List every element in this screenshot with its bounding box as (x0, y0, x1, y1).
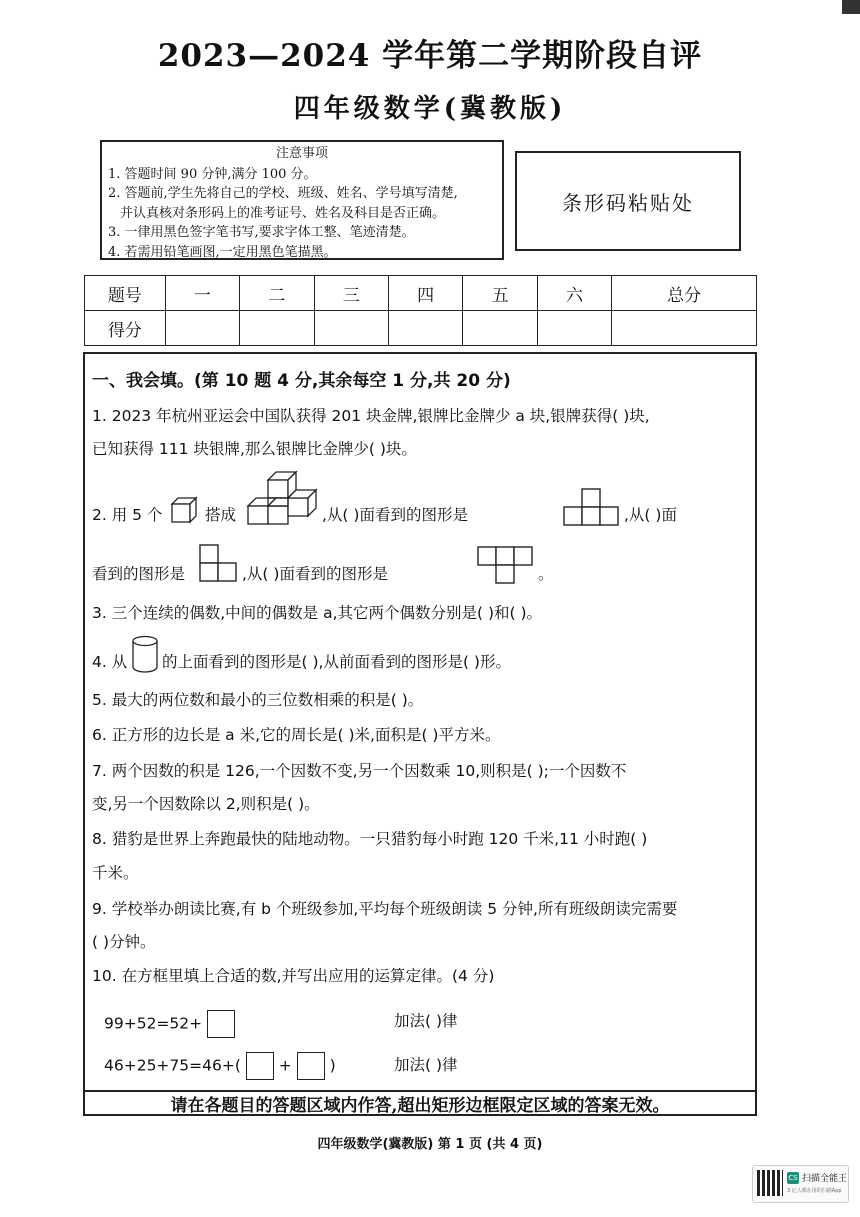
notice-heading: 注意事项 (275, 146, 328, 161)
question-8-line-2: 千米。 (92, 864, 139, 882)
scanner-app-name: 扫描全能王 (802, 1174, 848, 1184)
question-6: 6. 正方形的边长是 a 米,它的周长是( )米,面积是( )平方米。 (92, 726, 501, 744)
score-cell: 总分 (612, 276, 757, 311)
score-cell: 二 (240, 276, 314, 311)
score-input-cell[interactable] (314, 311, 388, 346)
scanner-logo-icon: CS (788, 1174, 798, 1182)
close-paren: ) (329, 1056, 336, 1075)
question-2-part-f: ,从( )面看到的图形是 (242, 565, 388, 583)
question-5: 5. 最大的两位数和最小的三位数相乘的积是( )。 (92, 691, 424, 709)
barcode-label: 条形码粘贴处 (562, 190, 694, 215)
answer-box[interactable] (297, 1052, 325, 1080)
cube-icon (170, 496, 198, 524)
score-input-cell[interactable] (537, 311, 611, 346)
question-2-part-e: 看到的图形是 (92, 565, 186, 583)
score-row-label: 得分 (85, 311, 166, 346)
cylinder-icon (131, 635, 159, 675)
q10-equation-1 (104, 1010, 235, 1038)
exam-title: 2023—2024 学年第二学期阶段自评 (157, 38, 703, 74)
question-1-line-2: 已知获得 111 块银牌,那么银牌比金牌少( )块。 (92, 440, 417, 458)
question-9-line-1: 9. 学校举办朗读比赛,有 b 个班级参加,平均每个班级朗读 5 分钟,所有班级朗读完需要 (92, 900, 678, 918)
qr-code-icon (757, 1170, 783, 1196)
question-2-part-b: 搭成 (205, 506, 237, 524)
answer-box[interactable] (207, 1010, 235, 1038)
q10-law-1: 加法( )律 (394, 1012, 458, 1030)
question-8-line-1: 8. 猎豹是世界上奔跑最快的陆地动物。一只猎豹每小时跑 120 千米,11 小时跑( ) (92, 830, 648, 848)
barcode-area (515, 151, 741, 251)
notice-item: 2. 答题前,学生先将自己的学校、班级、姓名、学号填写清楚, (108, 186, 458, 201)
score-cell: 五 (463, 276, 537, 311)
scanner-app-tagline: 3 亿人都在用的扫描App (787, 1188, 842, 1194)
question-2-part-g: 。 (538, 565, 554, 583)
score-cell: 题号 (85, 276, 166, 311)
q10-equation-1-text: 99+52=52+ (104, 1014, 203, 1033)
q10-equation-2 (104, 1052, 336, 1080)
q10-equation-2-text: 46+25+75=46+( (104, 1056, 241, 1075)
question-9-line-2: ( )分钟。 (92, 933, 156, 951)
scanner-watermark (752, 1165, 849, 1203)
score-input-cell[interactable] (240, 311, 314, 346)
score-input-cell[interactable] (612, 311, 757, 346)
question-10-heading: 10. 在方框里填上合适的数,并写出应用的运算定律。(4 分) (92, 967, 495, 985)
question-2-part-a: 2. 用 5 个 (92, 506, 163, 524)
score-cell: 三 (314, 276, 388, 311)
score-table (84, 275, 757, 346)
score-cell: 六 (537, 276, 611, 311)
section-heading: 一、我会填。(第 10 题 4 分,其余每空 1 分,共 20 分) (92, 371, 511, 391)
question-4-part-b: 的上面看到的图形是( ),从前面看到的图形是( )形。 (162, 653, 511, 671)
answer-box[interactable] (246, 1052, 274, 1080)
question-2-part-d: ,从( )面 (624, 506, 677, 524)
score-input-cell[interactable] (463, 311, 537, 346)
score-table-header-row (85, 276, 757, 311)
notice-item: 并认真核对条形码上的准考证号、姓名及科目是否正确。 (120, 205, 446, 221)
top-view-shape (476, 545, 536, 585)
score-input-cell[interactable] (388, 311, 462, 346)
notice-item: 4. 若需用铅笔画图,一定用黑色笔描黑。 (108, 244, 337, 260)
question-7-line-1: 7. 两个因数的积是 126,一个因数不变,另一个因数乘 10,则积是( );一个因数不 (92, 762, 627, 780)
side-view-shape (198, 543, 240, 585)
score-table-score-row (85, 311, 757, 346)
exam-subtitle: 四年级数学(冀教版) (293, 94, 567, 124)
question-2-part-c: ,从( )面看到的图形是 (322, 506, 468, 524)
question-1-line-1: 1. 2023 年杭州亚运会中国队获得 201 块金牌,银牌比金牌少 a 块,银牌获得( )块, (92, 407, 650, 425)
page-footer: 四年级数学(冀教版) 第 1 页 (共 4 页) (317, 1137, 543, 1152)
question-4-part-a: 4. 从 (92, 653, 128, 671)
question-3: 3. 三个连续的偶数,中间的偶数是 a,其它两个偶数分别是( )和( )。 (92, 604, 543, 622)
score-cell: 一 (165, 276, 239, 311)
front-view-shape (562, 487, 620, 527)
score-input-cell[interactable] (165, 311, 239, 346)
notice-item: 3. 一律用黑色签字笔书写,要求字体工整、笔迹清楚。 (108, 225, 415, 240)
notice-box (100, 140, 504, 260)
answer-area-note: 请在各题目的答题区域内作答,超出矩形边框限定区域的答案无效。 (83, 1090, 757, 1118)
corner-mark (842, 0, 860, 14)
cube-stack-icon (246, 470, 318, 528)
notice-item: 1. 答题时间 90 分钟,满分 100 分。 (108, 166, 317, 182)
plus-sign: + (278, 1056, 292, 1075)
question-7-line-2: 变,另一个因数除以 2,则积是( )。 (92, 795, 320, 813)
score-cell: 四 (388, 276, 462, 311)
q10-law-2: 加法( )律 (394, 1056, 458, 1074)
